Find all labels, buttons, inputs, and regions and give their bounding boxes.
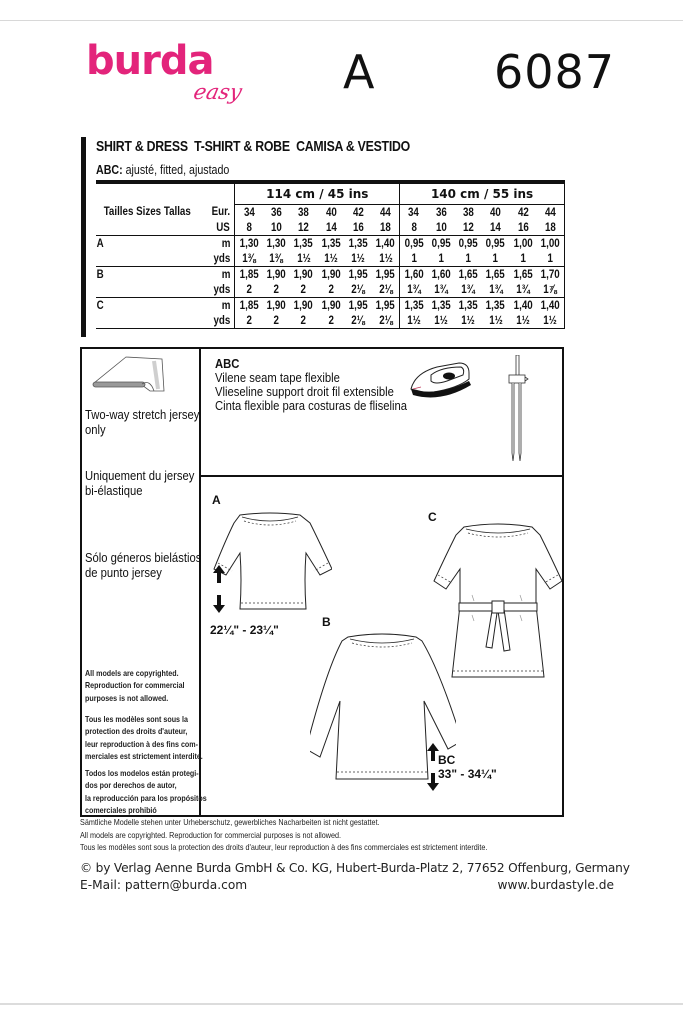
row-label bbox=[96, 251, 205, 267]
table-cell: 1¾ bbox=[400, 282, 428, 298]
table-cell: 1,35 bbox=[400, 298, 428, 314]
pattern-title: SHIRT & DRESS T-SHIRT & ROBE CAMISA & VESTIDO bbox=[96, 138, 410, 155]
fabric-note-fr: Uniquement du jersey bi-élastique bbox=[85, 469, 195, 498]
unit-label: Eur. bbox=[205, 205, 235, 221]
table-cell: 1 bbox=[537, 251, 565, 267]
table-cell: 0,95 bbox=[400, 236, 428, 252]
table-cell: 1,40 bbox=[372, 236, 400, 252]
unit-label: yds bbox=[205, 313, 235, 329]
row-label bbox=[96, 282, 205, 298]
model-label-c: C bbox=[428, 510, 437, 524]
table-cell: 1½ bbox=[296, 252, 311, 265]
table-cell: 36 bbox=[435, 206, 447, 219]
table-cell: 2⅛ bbox=[351, 283, 366, 296]
table-cell: 1¾ bbox=[516, 283, 530, 296]
publisher-footer bbox=[80, 860, 630, 894]
table-cell: 2 bbox=[263, 313, 290, 329]
logo-brand: burda bbox=[86, 38, 214, 84]
table-cell: 8 bbox=[246, 221, 252, 234]
row-label bbox=[96, 313, 205, 329]
length-arrow-a bbox=[212, 565, 226, 613]
table-cell: 0,95 bbox=[455, 236, 482, 252]
table-cell: 2 bbox=[317, 313, 344, 329]
burda-easy-logo bbox=[86, 38, 246, 106]
yardage-table bbox=[96, 184, 565, 329]
table-cell: 8 bbox=[400, 220, 428, 236]
table-cell: 1 bbox=[492, 252, 499, 265]
table-cell: 1 bbox=[465, 252, 472, 265]
unit-label: US bbox=[205, 220, 235, 236]
table-cell: 2 bbox=[328, 283, 334, 296]
row-label: A bbox=[96, 236, 205, 252]
table-cell: 1,60 bbox=[400, 267, 428, 283]
table-cell: 1,35 bbox=[455, 298, 482, 314]
table-cell: 1½ bbox=[455, 313, 482, 329]
table-cell: 1,95 bbox=[372, 267, 400, 283]
table-cell: 2 bbox=[246, 283, 252, 296]
table-cell: 1,65 bbox=[455, 267, 482, 283]
footer-copyright-notice: Sämtliche Modelle stehen unter Urheberschutz, gewerbliches Nacharbeiten ist nicht gestattet. All models are copyrighted. Reproduction for commercial purposes is not allowed. Tous les modèles sont sous la protection des droits d'auteur, leur reproduction à des fins commerciales est strictement interdite. bbox=[80, 817, 488, 852]
table-cell: 44 bbox=[537, 205, 565, 221]
unit-label: yds bbox=[205, 251, 235, 267]
table-cell: 1,90 bbox=[263, 298, 290, 314]
table-cell: 40 bbox=[490, 206, 502, 219]
table-cell: 1,90 bbox=[317, 267, 344, 283]
table-cell: 2⅛ bbox=[372, 313, 400, 329]
left-accent-bar bbox=[81, 137, 86, 337]
yardage-row-m bbox=[96, 298, 565, 314]
table-cell: 1 bbox=[438, 252, 444, 265]
table-cell: 1,85 bbox=[235, 298, 263, 314]
yardage-row-m bbox=[96, 267, 565, 283]
table-cell: 1⅜ bbox=[269, 252, 284, 265]
table-cell: 1 bbox=[520, 252, 526, 265]
copyright-en: All models are copyrighted. Reproduction for commercial purposes is not allowed. bbox=[85, 668, 185, 703]
copyright-fr: Tous les modèles sont sous la protection des droits d'auteur, leur reproduction à des fins com- merciales est strictement interdite. bbox=[85, 714, 203, 761]
table-cell: 34 bbox=[400, 205, 428, 221]
page-top-rule bbox=[0, 20, 683, 21]
unit-label: m bbox=[205, 267, 235, 283]
table-cell: 1,65 bbox=[509, 267, 536, 283]
notion-line: Cinta flexible para costuras de fliselina bbox=[215, 399, 407, 413]
table-cell: 2 bbox=[300, 283, 307, 296]
table-cell: 1¾ bbox=[488, 283, 503, 296]
table-cell: 1⅞ bbox=[537, 282, 565, 298]
table-cell: 10 bbox=[270, 221, 282, 234]
table-cell: 1⅜ bbox=[242, 252, 256, 265]
length-a: 22¼" - 23¼" bbox=[210, 623, 279, 637]
table-cell: 38 bbox=[298, 206, 310, 219]
table-cell: 1¾ bbox=[434, 283, 448, 296]
garment-a-tshirt bbox=[210, 509, 332, 615]
fit-text: ajusté, fitted, ajustado bbox=[125, 162, 230, 177]
table-cell: 18 bbox=[380, 221, 391, 234]
table-cell: 1,35 bbox=[345, 236, 372, 252]
table-cell: 2 bbox=[273, 283, 280, 296]
unit-label: yds bbox=[205, 282, 235, 298]
copyright-es: Todos los modelos están protegi- dos por derechos de autor, la reproducción para los propósitos comerciales prohibió bbox=[85, 768, 207, 815]
info-frame bbox=[80, 347, 564, 817]
table-cell: 18 bbox=[537, 220, 565, 236]
row-label: B bbox=[96, 267, 205, 283]
width-140-header: 140 cm / 55 ins bbox=[400, 184, 565, 205]
logo-sub: easy bbox=[191, 80, 245, 104]
table-cell: 2⅛ bbox=[345, 313, 372, 329]
table-cell: 1,90 bbox=[290, 298, 317, 314]
notions-block bbox=[215, 357, 407, 413]
table-cell: 1,70 bbox=[537, 267, 565, 283]
table-cell: 1½ bbox=[324, 252, 338, 265]
table-cell: 1,40 bbox=[509, 298, 536, 314]
table-cell: 12 bbox=[462, 221, 474, 234]
table-cell: 38 bbox=[462, 206, 474, 219]
table-cell: 2 bbox=[290, 313, 317, 329]
yardage-row-m bbox=[96, 236, 565, 252]
table-cell: 1,65 bbox=[482, 267, 509, 283]
table-cell: 1,90 bbox=[317, 298, 344, 314]
table-cell: 1½ bbox=[427, 313, 454, 329]
table-cell: 1 bbox=[400, 251, 428, 267]
table-cell: 1,90 bbox=[263, 267, 290, 283]
model-label-b: B bbox=[322, 615, 331, 629]
table-cell: 40 bbox=[325, 206, 337, 219]
iron-icon bbox=[407, 359, 477, 403]
table-cell: 10 bbox=[435, 221, 447, 234]
length-bc: BC 33" - 34¼" bbox=[438, 753, 497, 781]
table-cell: 14 bbox=[325, 221, 337, 234]
table-cell: 0,95 bbox=[482, 236, 509, 252]
fabric-note-en: Two-way stretch jersey only bbox=[85, 408, 200, 437]
table-cell: 36 bbox=[270, 206, 282, 219]
notion-line: Vlieseline support droit fil extensible bbox=[215, 385, 394, 399]
size-row-us bbox=[96, 220, 565, 236]
unit-label: m bbox=[205, 236, 235, 252]
table-cell: 1,30 bbox=[263, 236, 290, 252]
notion-line: Vilene seam tape flexible bbox=[215, 371, 340, 385]
table-cell: 1¾ bbox=[461, 283, 476, 296]
table-cell: 1½ bbox=[400, 313, 428, 329]
table-cell: 2⅛ bbox=[378, 283, 393, 296]
notions-heading: ABC bbox=[215, 357, 240, 371]
folded-fabric-icon bbox=[90, 355, 168, 399]
table-cell: 34 bbox=[243, 206, 255, 219]
row-label: C bbox=[96, 298, 205, 314]
table-cell: 42 bbox=[517, 206, 529, 219]
table-cell: 1,95 bbox=[345, 298, 372, 314]
table-cell: 44 bbox=[380, 206, 391, 219]
table-cell: 2 bbox=[235, 313, 263, 329]
table-cell: 1½ bbox=[537, 313, 565, 329]
table-cell: 1,85 bbox=[235, 267, 263, 283]
row-label bbox=[96, 220, 205, 236]
table-cell: 1½ bbox=[509, 313, 536, 329]
table-cell: 1½ bbox=[378, 252, 393, 265]
table-cell: 1,35 bbox=[317, 236, 344, 252]
table-cell: 1,00 bbox=[509, 236, 536, 252]
table-cell: 42 bbox=[352, 206, 364, 219]
yardage-row-yds bbox=[96, 282, 565, 298]
table-cell: 1,90 bbox=[290, 267, 317, 283]
row-label: Tailles Sizes Tallas bbox=[103, 206, 191, 219]
page-bottom-rule bbox=[0, 1003, 683, 1005]
table-cell: 0,95 bbox=[427, 236, 454, 252]
table-cell: 1,35 bbox=[427, 298, 454, 314]
table-cell: 16 bbox=[352, 221, 364, 234]
fit-description bbox=[96, 162, 229, 177]
pattern-number: 6087 bbox=[494, 45, 616, 99]
table-cell: 1,00 bbox=[537, 236, 565, 252]
yardage-row-yds bbox=[96, 313, 565, 329]
yardage-row-yds bbox=[96, 251, 565, 267]
fabric-note-es: Sólo géneros bielástios de punto jersey bbox=[85, 551, 202, 580]
table-cell: 1½ bbox=[482, 313, 509, 329]
garment-c-dress bbox=[432, 521, 564, 679]
table-cell: 1,35 bbox=[290, 236, 317, 252]
frame-divider-horizontal bbox=[201, 475, 562, 477]
publisher-address: © by Verlag Aenne Burda GmbH & Co. KG, Hubert-Burda-Platz 2, 77652 Offenburg, Germany bbox=[80, 861, 630, 875]
table-cell: 1,95 bbox=[345, 267, 372, 283]
fit-label: ABC: bbox=[96, 162, 123, 177]
contact-email[interactable]: E-Mail: pattern@burda.com bbox=[80, 878, 248, 892]
table-cell: 1,95 bbox=[372, 298, 400, 314]
table-cell: 14 bbox=[490, 221, 502, 234]
table-cell: 1,40 bbox=[537, 298, 565, 314]
twin-needle-icon bbox=[504, 355, 532, 465]
table-cell: 1,35 bbox=[482, 298, 509, 314]
table-cell: 12 bbox=[298, 221, 310, 234]
unit-label: m bbox=[205, 298, 235, 314]
view-letter: A bbox=[343, 45, 375, 99]
model-label-a: A bbox=[212, 493, 221, 507]
width-114-header: 114 cm / 45 ins bbox=[235, 184, 400, 205]
website-link[interactable]: www.burdastyle.de bbox=[497, 878, 614, 892]
table-cell: 16 bbox=[517, 221, 529, 234]
size-row-eur bbox=[96, 205, 565, 221]
table-cell: 1,30 bbox=[235, 236, 263, 252]
table-cell: 1½ bbox=[351, 252, 366, 265]
table-cell: 1,60 bbox=[427, 267, 454, 283]
